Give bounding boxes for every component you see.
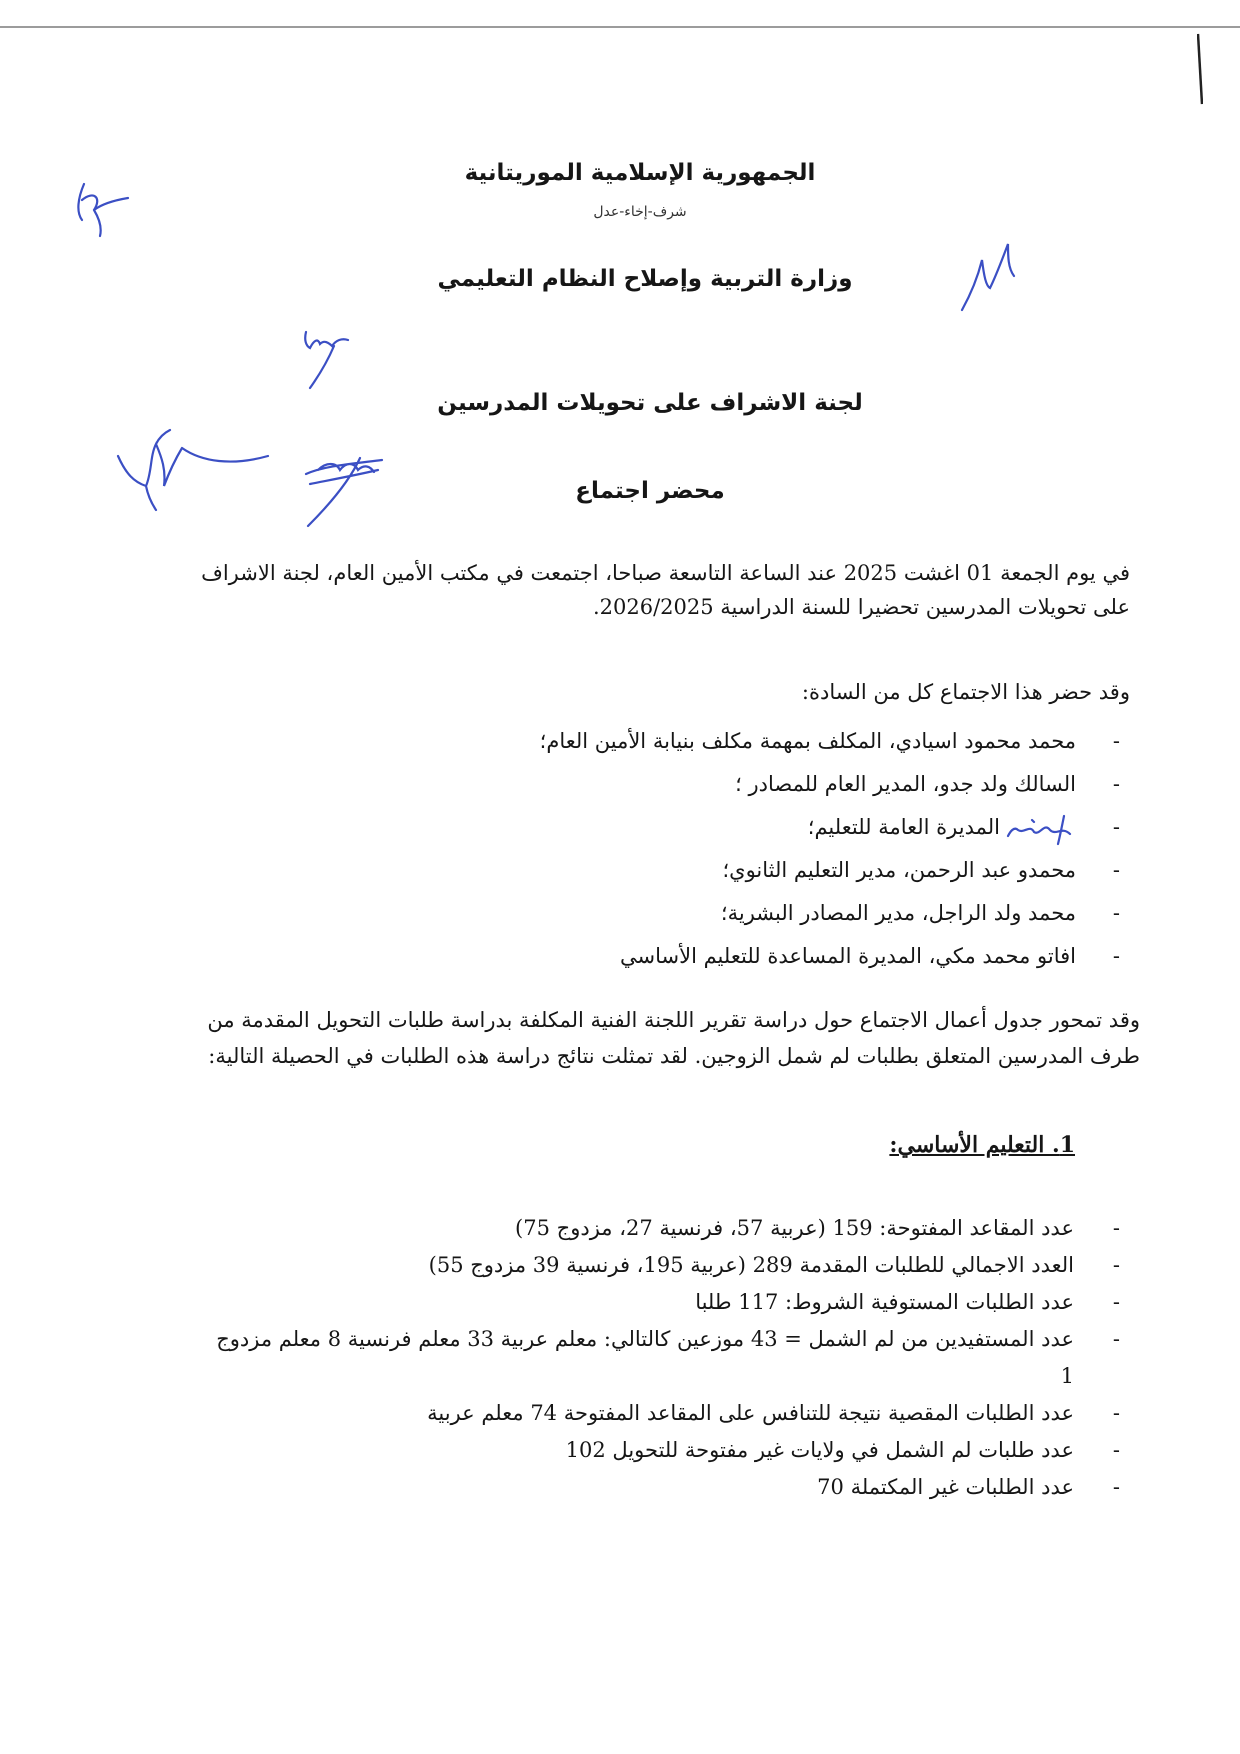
list-item <box>200 1247 1120 1284</box>
stat-text: العدد الاجمالي للطلبات المقدمة 289 (عربية 195، فرنسية 39 مزدوج 55) <box>428 1253 1074 1277</box>
section-title-basic-education: 1. التعليم الأساسي: <box>889 1132 1075 1158</box>
stat-text: عدد الطلبات المستوفية الشروط: 117 طلبا <box>695 1290 1074 1314</box>
stat-text: عدد الطلبات غير المكتملة 70 <box>817 1475 1074 1499</box>
signature-scribble-1 <box>112 426 272 512</box>
list-dash: - <box>1112 944 1120 968</box>
agenda-paragraph: وقد تمحور جدول أعمال الاجتماع حول دراسة تقرير اللجنة الفنية المكلفة بدراسة طلبات التحويل المقدمة من طرف المدرسين المتعلق بطلبات لم شمل الزوجين. لقد تمثلت نتائج دراسة هذه الطلبات في الحصيلة التالية: <box>207 1008 1140 1068</box>
list-dash: - <box>1112 729 1120 753</box>
list-item <box>200 1432 1120 1469</box>
list-item <box>340 849 1120 892</box>
list-dash: - <box>1112 815 1120 839</box>
list-item <box>340 763 1120 806</box>
signature-scribble-2 <box>300 440 390 530</box>
signature-initial-2 <box>958 236 1028 316</box>
scan-edge-line <box>0 26 1240 28</box>
stat-text: عدد المقاعد المفتوحة: 159 (عربية 57، فرنسية 27، مزدوج 75) <box>515 1216 1074 1240</box>
list-dash: - <box>1112 1475 1120 1499</box>
attendance-list <box>340 720 1120 978</box>
member-name: افاتو محمد مكي، المديرة المساعدة للتعليم الأساسي <box>620 944 1076 968</box>
list-dash: - <box>1112 1438 1120 1462</box>
member-name: السالك ولد جدو، المدير العام للمصادر ؛ <box>735 772 1076 796</box>
member-name: محمد محمود اسيادي، المكلف بمهمة مكلف بنيابة الأمين العام؛ <box>539 729 1076 753</box>
list-item <box>200 1321 1120 1395</box>
list-dash: - <box>1112 901 1120 925</box>
member-name: المديرة العامة للتعليم؛ <box>807 815 1000 839</box>
handwritten-name-scribble <box>1004 812 1076 846</box>
list-item <box>200 1210 1120 1247</box>
stat-text: عدد الطلبات المقصية نتيجة للتنافس على المقاعد المفتوحة 74 معلم عربية <box>427 1401 1074 1425</box>
ministry-name: وزارة التربية وإصلاح النظام التعليمي <box>437 266 853 292</box>
list-item <box>340 806 1120 849</box>
attendance-intro: وقد حضر هذا الاجتماع كل من السادة: <box>801 680 1130 704</box>
list-dash: - <box>1112 1327 1120 1351</box>
stat-text: عدد طلبات لم الشمل في ولايات غير مفتوحة للتحويل 102 <box>565 1438 1074 1462</box>
scan-edge-mark <box>1197 32 1203 106</box>
committee-name: لجنة الاشراف على تحويلات المدرسين <box>437 390 863 416</box>
list-dash: - <box>1112 1401 1120 1425</box>
member-name: محمدو عبد الرحمن، مدير التعليم الثانوي؛ <box>722 858 1076 882</box>
list-item <box>340 892 1120 935</box>
list-dash: - <box>1112 1290 1120 1314</box>
signature-initial-3 <box>298 326 354 392</box>
list-item <box>200 1469 1120 1506</box>
list-dash: - <box>1112 772 1120 796</box>
list-item <box>200 1284 1120 1321</box>
list-item <box>340 720 1120 763</box>
document-title: محضر اجتماع <box>575 478 725 504</box>
basic-education-stats-list <box>200 1210 1120 1506</box>
signature-initial-1 <box>72 178 142 238</box>
list-item <box>200 1395 1120 1432</box>
republic-name: الجمهورية الإسلامية الموريتانية <box>464 160 816 186</box>
national-motto: شرف-إخاء-عدل <box>593 204 687 220</box>
stat-text: عدد المستفيدين من لم الشمل = 43 موزعين كالتالي: معلم عربية 33 معلم فرنسية 8 معلم مزدوج 1 <box>216 1327 1074 1388</box>
list-dash: - <box>1112 1216 1120 1240</box>
list-dash: - <box>1112 858 1120 882</box>
list-dash: - <box>1112 1253 1120 1277</box>
intro-paragraph: في يوم الجمعة 01 اغشت 2025 عند الساعة التاسعة صباحا، اجتمعت في مكتب الأمين العام، لجنة الاشراف على تحويلات المدرسين تحضيرا للسنة الدراسية 2026/2025. <box>201 561 1130 619</box>
member-name: محمد ولد الراجل، مدير المصادر البشرية؛ <box>720 901 1076 925</box>
list-item <box>340 935 1120 978</box>
